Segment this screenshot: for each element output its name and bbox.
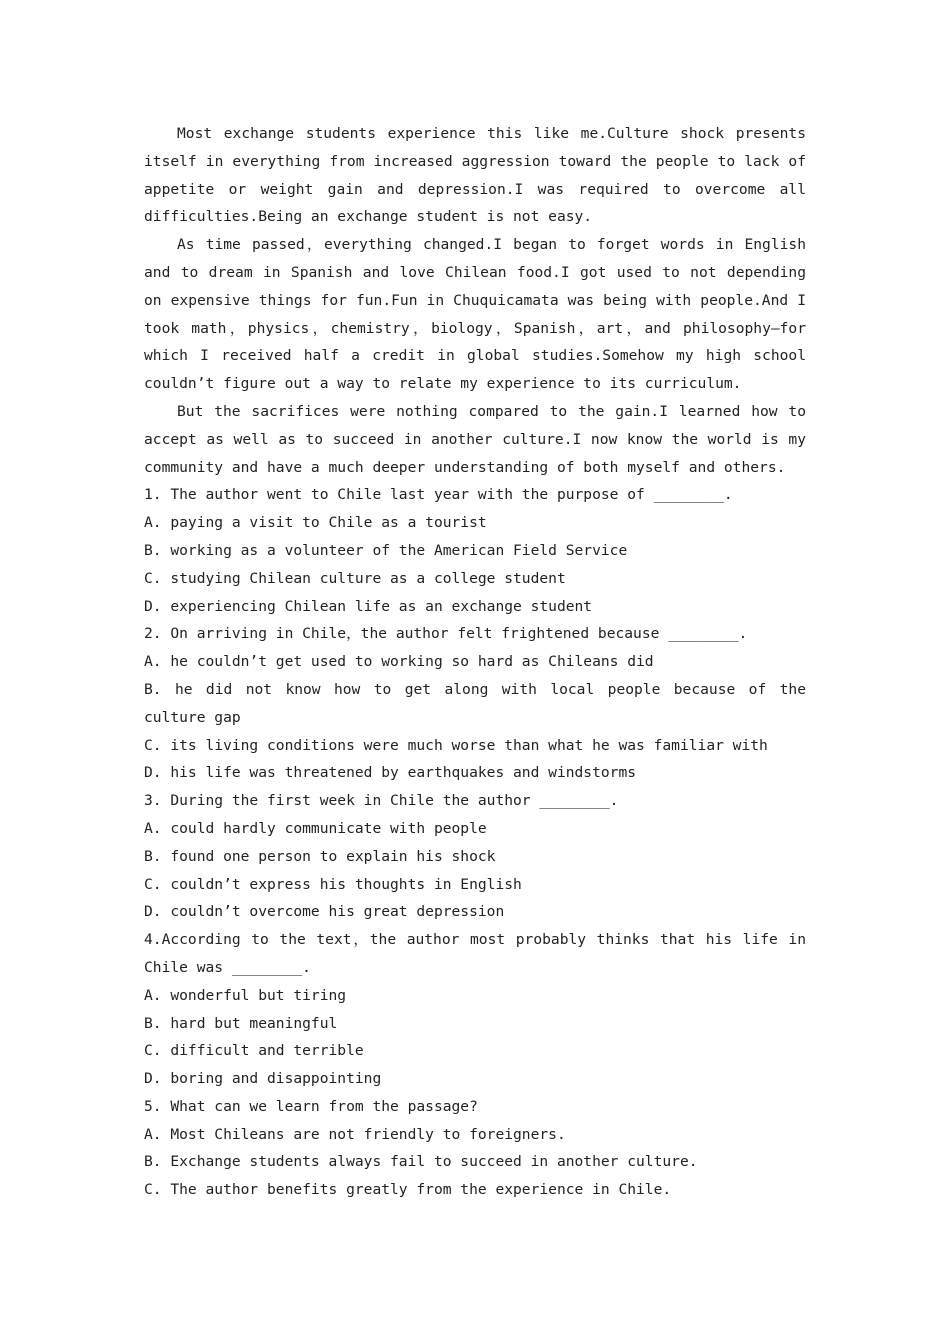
answer-option-c: C. its living conditions were much worse than what he was familiar with [144,736,768,754]
passage-paragraph: But the sacrifices were nothing compared to the gain.I learned how to accept as well as to succeed in another culture.I now know the world is my community and have a much deeper understanding of both myself and others. [144,402,806,476]
reading-passage [144,120,806,481]
passage-paragraph: Most exchange students experience this like me.Culture shock presents itself in everything from increased aggression toward the people to lack of appetite or weight gain and depression.I was required to overcome all difficulties.Being an exchange student is not easy. [144,125,806,226]
answer-option-b: B. hard but meaningful [144,1014,338,1032]
answer-option-c: C. studying Chilean culture as a college student [144,569,566,587]
question-5 [144,1093,806,1204]
question-stem: 4.According to the text，the author most probably thinks that his life in Chile was ________. [144,931,806,976]
question-stem: 1. The author went to Chile last year with the purpose of ________. [144,486,733,504]
answer-option-b: B. found one person to explain his shock [144,847,496,865]
question-1 [144,481,806,620]
answer-option-a: A. wonderful but tiring [144,986,347,1004]
answer-option-a: A. could hardly communicate with people [144,819,487,837]
answer-option-c: C. difficult and terrible [144,1042,364,1060]
answer-option-c: C. The author benefits greatly from the experience in Chile. [144,1181,672,1199]
answer-option-b: B. he did not know how to get along with local people because of the culture gap [144,680,806,726]
question-stem: 2. On arriving in Chile，the author felt frightened because ________. [144,625,748,643]
document-page [144,120,806,1204]
question-4 [144,926,806,1093]
question-3 [144,787,806,926]
answer-option-c: C. couldn’t express his thoughts in English [144,875,522,893]
passage-paragraph: As time passed，everything changed.I began to forget words in English and to dream in Spanish and love Chilean food.I got used to not depending on expensive things for fun.Fun in Chuquicamata was being with people.And I took math，physics，chemistry，biology，Spanish，art，and philosophy—for which I received half a credit in global studies.Somehow my high school couldn’t figure out a way to relate my experience to its curriculum. [144,236,806,393]
question-stem: 5. What can we learn from the passage? [144,1097,478,1115]
answer-option-b: B. working as a volunteer of the American Field Service [144,541,628,559]
question-2 [144,620,806,787]
answer-option-d: D. experiencing Chilean life as an exchange student [144,597,593,615]
answer-option-d: D. his life was threatened by earthquakes and windstorms [144,764,637,782]
answer-option-d: D. boring and disappointing [144,1070,382,1088]
answer-option-a: A. he couldn’t get used to working so hard as Chileans did [144,653,654,671]
question-stem: 3. During the first week in Chile the author ________. [144,792,619,810]
answer-option-a: A. Most Chileans are not friendly to foreigners. [144,1125,566,1143]
answer-option-a: A. paying a visit to Chile as a tourist [144,514,487,532]
answer-option-d: D. couldn’t overcome his great depression [144,903,505,921]
answer-option-b: B. Exchange students always fail to succeed in another culture. [144,1153,698,1171]
